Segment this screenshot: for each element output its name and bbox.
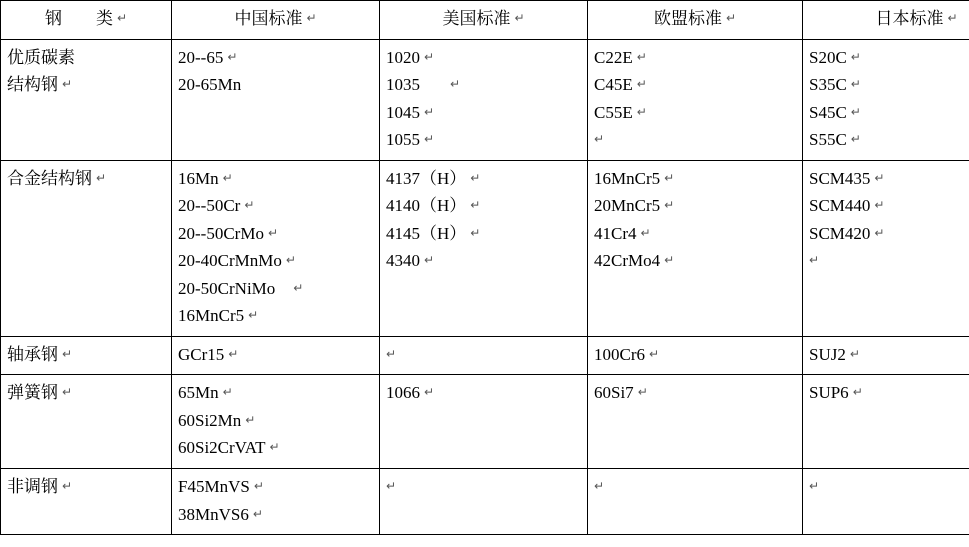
table-row xyxy=(1,468,969,534)
table-header-row xyxy=(1,1,969,40)
cell-eu xyxy=(588,375,803,469)
cell-text: SCM420 xyxy=(809,223,871,243)
paragraph-mark-icon: ↵ xyxy=(636,77,647,92)
cell-text: 41Cr4 xyxy=(594,223,637,243)
paragraph-mark-icon: ↵ xyxy=(809,478,820,493)
paragraph-mark-icon: ↵ xyxy=(664,198,675,213)
column-header-china xyxy=(172,1,380,40)
cell-china xyxy=(172,468,380,534)
paragraph-mark-icon: ↵ xyxy=(640,225,651,240)
cell-text: 1035 xyxy=(386,75,420,95)
column-header-usa-label: 美国标准 xyxy=(442,9,511,28)
column-header-usa xyxy=(380,1,588,40)
cell-text: 20--50Cr xyxy=(178,196,241,216)
paragraph-mark-icon: ↵ xyxy=(637,385,648,400)
cell-text: 60Si2Mn xyxy=(178,410,242,430)
cell-text: 16MnCr5 xyxy=(178,306,245,326)
paragraph-mark-icon: ↵ xyxy=(424,253,435,268)
cell-text: 42CrMo4 xyxy=(594,251,661,271)
paragraph-mark-icon: ↵ xyxy=(594,132,605,147)
paragraph-mark-icon: ↵ xyxy=(424,132,435,147)
cell-text: 20-50CrNiMo xyxy=(178,278,276,298)
table-header xyxy=(1,1,969,40)
paragraph-mark-icon: ↵ xyxy=(470,198,481,213)
cell-japan xyxy=(803,468,969,534)
table-row xyxy=(1,375,969,469)
cell-usa xyxy=(380,468,588,534)
cell-category xyxy=(1,375,172,469)
paragraph-mark-icon: ↵ xyxy=(248,308,259,323)
table-row xyxy=(1,336,969,375)
paragraph-mark-icon: ↵ xyxy=(450,77,461,92)
paragraph-mark-icon: ↵ xyxy=(849,346,860,361)
paragraph-mark-icon: ↵ xyxy=(228,346,239,361)
paragraph-mark-icon: ↵ xyxy=(62,478,73,493)
cell-text: C22E xyxy=(594,47,633,67)
paragraph-mark-icon: ↵ xyxy=(227,49,238,64)
paragraph-mark-icon: ↵ xyxy=(386,478,397,493)
paragraph-mark-icon: ↵ xyxy=(874,198,885,213)
cell-text: 合金结构钢 xyxy=(7,168,92,188)
cell-usa xyxy=(380,336,588,375)
paragraph-mark-icon: ↵ xyxy=(809,253,820,268)
cell-category xyxy=(1,39,172,160)
paragraph-mark-icon: ↵ xyxy=(947,11,958,25)
paragraph-mark-icon: ↵ xyxy=(850,132,861,147)
cell-text: 4145（H） xyxy=(386,223,467,243)
paragraph-mark-icon: ↵ xyxy=(874,170,885,185)
cell-usa xyxy=(380,39,588,160)
paragraph-mark-icon: ↵ xyxy=(594,478,605,493)
cell-text: F45MnVS xyxy=(178,476,250,496)
cell-text: SUJ2 xyxy=(809,344,846,364)
cell-text: 16Mn xyxy=(178,168,219,188)
paragraph-mark-icon: ↵ xyxy=(636,49,647,64)
cell-china xyxy=(172,375,380,469)
paragraph-mark-icon: ↵ xyxy=(649,346,660,361)
cell-japan xyxy=(803,160,969,336)
column-header-category xyxy=(1,1,172,40)
cell-text: 弹簧钢 xyxy=(7,383,58,403)
cell-text: 100Cr6 xyxy=(594,344,645,364)
cell-eu xyxy=(588,39,803,160)
cell-text: S35C xyxy=(809,75,847,95)
cell-text: 结构钢 xyxy=(7,75,58,95)
paragraph-mark-icon: ↵ xyxy=(514,11,525,25)
paragraph-mark-icon: ↵ xyxy=(874,225,885,240)
cell-text: 4140（H） xyxy=(386,196,467,216)
paragraph-mark-icon: ↵ xyxy=(424,104,435,119)
cell-text: 1066 xyxy=(386,383,420,403)
table-row xyxy=(1,39,969,160)
cell-text: SCM440 xyxy=(809,196,871,216)
paragraph-mark-icon: ↵ xyxy=(424,49,435,64)
table-row xyxy=(1,160,969,336)
paragraph-mark-icon: ↵ xyxy=(269,440,280,455)
paragraph-mark-icon: ↵ xyxy=(725,11,737,25)
cell-text: SCM435 xyxy=(809,168,871,188)
paragraph-mark-icon: ↵ xyxy=(386,346,397,361)
paragraph-mark-icon: ↵ xyxy=(245,412,256,427)
cell-text: 20-40CrMnMo xyxy=(178,251,282,271)
cell-japan xyxy=(803,375,969,469)
cell-china xyxy=(172,336,380,375)
cell-china xyxy=(172,160,380,336)
column-header-japan xyxy=(803,1,969,40)
paragraph-mark-icon: ↵ xyxy=(850,104,861,119)
cell-text: 20--50CrMo xyxy=(178,223,264,243)
paragraph-mark-icon: ↵ xyxy=(62,346,73,361)
cell-text: 4340 xyxy=(386,251,420,271)
cell-eu xyxy=(588,336,803,375)
paragraph-mark-icon: ↵ xyxy=(62,385,73,400)
cell-japan xyxy=(803,39,969,160)
cell-japan xyxy=(803,336,969,375)
cell-text: 1055 xyxy=(386,130,420,150)
cell-text: 20--65 xyxy=(178,47,224,67)
cell-text: 20-65Mn xyxy=(178,75,242,95)
paragraph-mark-icon: ↵ xyxy=(62,77,73,92)
cell-text: S45C xyxy=(809,102,847,122)
paragraph-mark-icon: ↵ xyxy=(222,385,233,400)
column-header-eu-label: 欧盟标准 xyxy=(653,9,722,28)
paragraph-mark-icon: ↵ xyxy=(636,104,647,119)
cell-usa xyxy=(380,160,588,336)
cell-text: 38MnVS6 xyxy=(178,504,249,524)
cell-text: SUP6 xyxy=(809,383,849,403)
paragraph-mark-icon: ↵ xyxy=(664,253,675,268)
column-header-china-label: 中国标准 xyxy=(234,9,303,28)
cell-text: 非调钢 xyxy=(7,476,58,496)
table-body xyxy=(1,39,969,535)
cell-text: 优质碳素 xyxy=(7,47,75,67)
cell-category xyxy=(1,468,172,534)
paragraph-mark-icon: ↵ xyxy=(253,478,264,493)
paragraph-mark-icon: ↵ xyxy=(850,77,861,92)
cell-text: 4137（H） xyxy=(386,168,467,188)
cell-text: C45E xyxy=(594,75,633,95)
paragraph-mark-icon: ↵ xyxy=(424,385,435,400)
column-header-eu xyxy=(588,1,803,40)
cell-category xyxy=(1,336,172,375)
paragraph-mark-icon: ↵ xyxy=(222,170,233,185)
cell-text: 1045 xyxy=(386,102,420,122)
cell-text: GCr15 xyxy=(178,344,225,364)
cell-text: 60Si7 xyxy=(594,383,634,403)
cell-china xyxy=(172,39,380,160)
paragraph-mark-icon: ↵ xyxy=(850,49,861,64)
cell-eu xyxy=(588,160,803,336)
paragraph-mark-icon: ↵ xyxy=(285,253,296,268)
cell-text: 20MnCr5 xyxy=(594,196,661,216)
cell-usa xyxy=(380,375,588,469)
cell-text: 16MnCr5 xyxy=(594,168,661,188)
cell-text: 60Si2CrVAT xyxy=(178,438,266,458)
column-header-japan-label: 日本标准 xyxy=(875,9,944,28)
paragraph-mark-icon: ↵ xyxy=(293,280,304,295)
paragraph-mark-icon: ↵ xyxy=(244,198,255,213)
paragraph-mark-icon: ↵ xyxy=(470,170,481,185)
paragraph-mark-icon: ↵ xyxy=(116,11,128,25)
cell-text: C55E xyxy=(594,102,633,122)
cell-eu xyxy=(588,468,803,534)
cell-text: 1020 xyxy=(386,47,420,67)
paragraph-mark-icon: ↵ xyxy=(470,225,481,240)
paragraph-mark-icon: ↵ xyxy=(306,11,317,25)
column-header-category-label: 钢 类 xyxy=(44,9,113,28)
paragraph-mark-icon: ↵ xyxy=(252,506,263,521)
cell-text: S20C xyxy=(809,47,847,67)
cell-category xyxy=(1,160,172,336)
paragraph-mark-icon: ↵ xyxy=(267,225,279,240)
paragraph-mark-icon: ↵ xyxy=(664,170,675,185)
paragraph-mark-icon: ↵ xyxy=(852,385,863,400)
cell-text: S55C xyxy=(809,130,847,150)
cell-text: 65Mn xyxy=(178,383,219,403)
cell-text: 轴承钢 xyxy=(7,344,58,364)
paragraph-mark-icon: ↵ xyxy=(96,170,107,185)
